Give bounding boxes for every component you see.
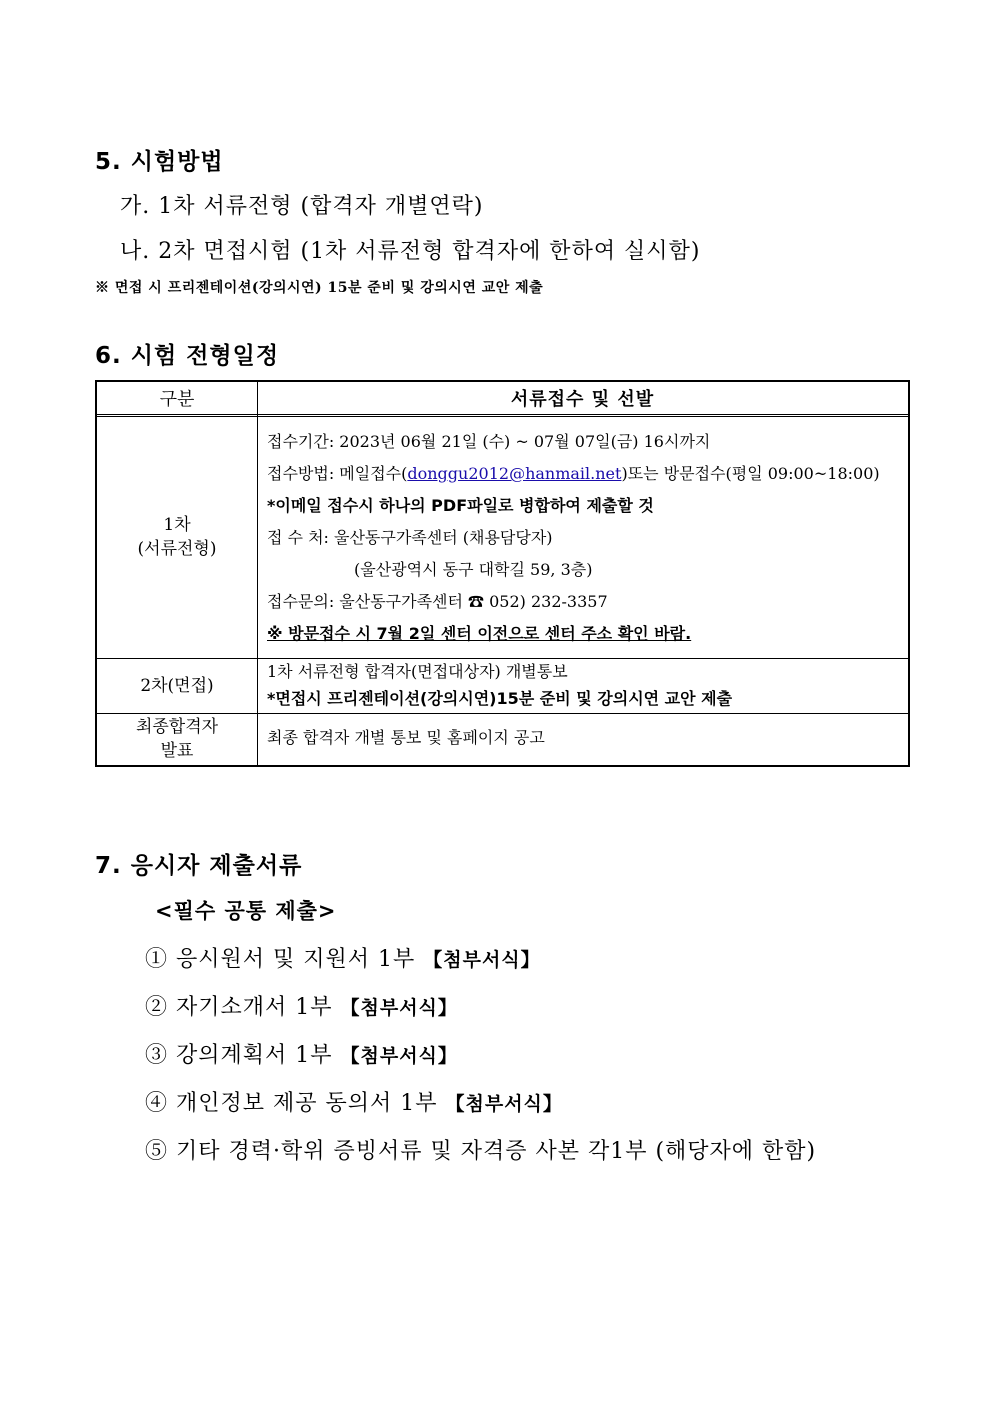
method-prefix: 접수방법: 메일접수( [267, 464, 408, 483]
header-process: 서류접수 및 선발 [510, 389, 655, 410]
row1-period: 접수기간: 2023년 06월 21일 (수) ~ 07월 07일(금) 16시까지 [267, 432, 711, 451]
row1-label-line1: 1차 [163, 515, 191, 535]
doc-item-2-tag: 【첨부서식】 [340, 997, 458, 1019]
row3-label [97, 715, 257, 763]
doc-item-1 [145, 942, 541, 973]
doc-item-4-text: ④ 개인정보 제공 동의서 1부 [145, 1091, 446, 1116]
table-header [97, 382, 908, 417]
section5-item-1: 가. 1차 서류전형 (합격자 개별연락) [120, 194, 484, 219]
section5-note: ※ 면접 시 프리젠테이션(강의시연) 15분 준비 및 강의시연 교안 제출 [95, 280, 544, 296]
row1-place: 접 수 처: 울산동구가족센터 (채용담당자) [267, 528, 553, 547]
row2-label: 2차(면접) [140, 676, 214, 696]
row1-label-line2: (서류전형) [137, 539, 217, 559]
header-category: 구분 [159, 389, 195, 410]
section7-subtitle: <필수 공통 제출> [155, 899, 337, 923]
row1-label [97, 513, 257, 561]
section5-title: 5. 시험방법 [95, 149, 224, 175]
row3-label-line1: 최종합격자 [135, 717, 219, 737]
method-suffix: )또는 방문접수(평일 09:00~18:00) [621, 464, 880, 483]
doc-item-3 [145, 1038, 458, 1069]
row3-label-line2: 발표 [160, 741, 194, 761]
row2-content [267, 658, 732, 712]
doc-item-5-text: ⑤ 기타 경력·학위 증빙서류 및 자격증 사본 각1부 (해당자에 한함) [145, 1139, 817, 1164]
column-divider [257, 382, 258, 765]
section6-title: 6. 시험 전형일정 [95, 343, 280, 369]
row1-method [267, 458, 880, 490]
email-link[interactable]: donggu2012@hanmail.net [407, 464, 622, 483]
row1-visit-note: ※ 방문접수 시 7월 2일 센터 이전으로 센터 주소 확인 바람. [267, 624, 692, 643]
doc-item-4-tag: 【첨부서식】 [445, 1093, 563, 1115]
row1-inquiry: 접수문의: 울산동구가족센터 ☎ 052) 232-3357 [267, 592, 608, 611]
row1-address: (울산광역시 동구 대학길 59, 3층) [354, 560, 593, 579]
doc-item-5 [145, 1134, 816, 1165]
row1-content [267, 426, 880, 650]
row2-line2: *면접시 프리젠테이션(강의시연)15분 준비 및 강의시연 교안 제출 [267, 689, 733, 708]
section5-item-2: 나. 2차 면접시험 (1차 서류전형 합격자에 한하여 실시함) [120, 239, 701, 264]
doc-item-2 [145, 990, 458, 1021]
row1-pdf-note: *이메일 접수시 하나의 PDF파일로 병합하여 제출할 것 [267, 496, 654, 515]
doc-item-3-tag: 【첨부서식】 [340, 1045, 458, 1067]
section7-title: 7. 응시자 제출서류 [95, 853, 303, 879]
doc-item-1-tag: 【첨부서식】 [423, 949, 541, 971]
doc-item-1-text: ① 응시원서 및 지원서 1부 [145, 947, 424, 972]
doc-item-2-text: ② 자기소개서 1부 [145, 995, 341, 1020]
doc-item-3-text: ③ 강의계획서 1부 [145, 1043, 341, 1068]
row2-line1: 1차 서류전형 합격자(면접대상자) 개별통보 [267, 662, 568, 681]
row3-content: 최종 합격자 개별 통보 및 홈페이지 공고 [267, 728, 545, 747]
row-divider-2 [97, 713, 908, 714]
schedule-table [95, 380, 910, 767]
doc-item-4 [145, 1086, 563, 1117]
